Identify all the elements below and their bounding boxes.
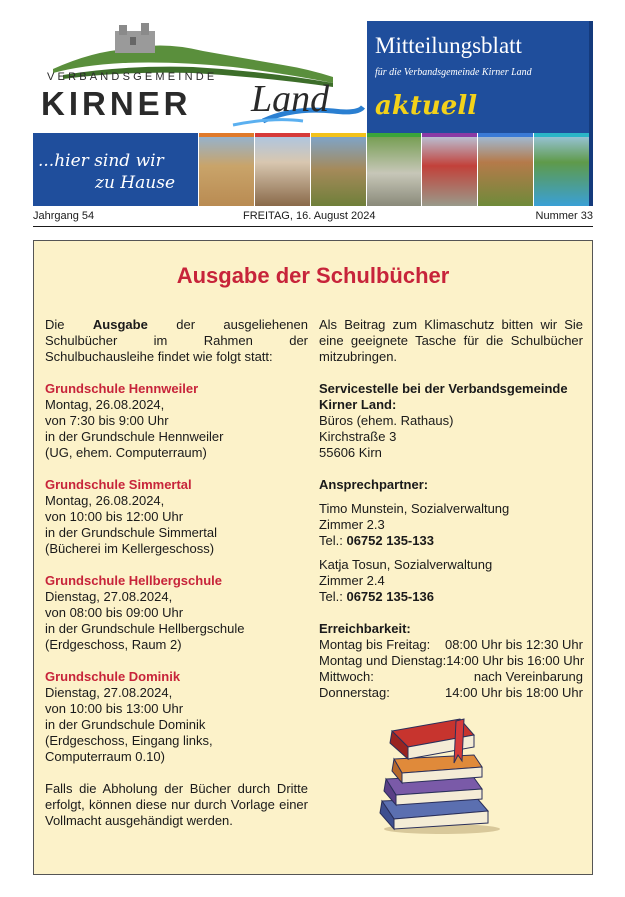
vg-label: VERBANDSGEMEINDE [47,71,218,83]
school-line: in der Grundschule Hennweiler [45,429,224,444]
right-column [319,317,583,701]
photo-halftimber [254,133,310,206]
school-line: in der Grundschule Simmertal [45,525,217,540]
hours-day: Mittwoch: [319,669,374,684]
hours-time: nach Vereinbarung [473,669,583,684]
hours-time: 14:00 Uhr bis 16:00 Uhr [446,653,585,668]
school-line: von 7:30 bis 9:00 Uhr [45,413,169,428]
kirner-wordmark: KIRNER [41,85,192,122]
land-wordmark: Land [251,78,330,120]
phone-label: Tel.: [319,533,347,548]
photo-strip [198,133,589,206]
contact-phone [319,533,583,549]
school-line: Montag, 26.08.2024, [45,493,165,508]
issue-number: Nummer 33 [535,210,593,222]
hours-day: Montag bis Freitag: [319,637,431,652]
service-title: Servicestelle bei der Verbandsgemeinde Kirner Land: [319,381,568,412]
school-line: von 10:00 bis 13:00 Uhr [45,701,184,716]
contact-name: Katja Tosun, Sozialverwaltung [319,557,493,572]
school-line: (Bücherei im Kellergeschoss) [45,541,215,556]
school-line: (Erdgeschoss, Eingang links, [45,733,213,748]
photo-townhall [198,133,254,206]
photo-stairs [366,133,422,206]
issue-rule [33,226,593,227]
school-line: von 10:00 bis 12:00 Uhr [45,509,184,524]
hours-time: 08:00 Uhr bis 12:30 Uhr [444,637,583,652]
intro-paragraph [45,317,308,365]
masthead-edge-bar [589,21,593,206]
contact-room: Zimmer 2.4 [319,573,385,588]
title-panel [367,21,589,133]
hours-row [319,637,583,653]
slogan-line-2: zu Hause [95,173,176,193]
hours-day: Donnerstag: [319,685,390,700]
phone-number[interactable]: 06752 135-133 [346,533,434,548]
hours-row [319,653,583,669]
logo-area [33,21,367,133]
photo-sculpture [421,133,477,206]
issue-line [33,209,593,225]
school-line: Dienstag, 27.08.2024, [45,685,173,700]
school-line: Montag, 26.08.2024, [45,397,165,412]
masthead-title: Mitteilungsblatt [375,33,522,58]
school-name: Grundschule Simmertal [45,477,192,492]
hours-row [319,685,583,701]
article-box [33,240,593,875]
book-stack-illustration [364,701,504,836]
contact-phone [319,589,583,605]
contacts-title: Ansprechpartner: [319,477,429,492]
school-line: von 08:00 bis 09:00 Uhr [45,605,184,620]
hours-day: Montag und Dienstag: [319,653,447,668]
school-line: in der Grundschule Dominik [45,717,206,732]
intro-pre: Die [45,317,93,332]
masthead [33,21,593,206]
slogan-panel [33,133,198,206]
school-line: Dienstag, 27.08.2024, [45,589,173,604]
school-block [45,477,308,557]
issue-date: FREITAG, 16. August 2024 [243,210,376,222]
school-block [45,381,308,461]
hours-table [319,637,583,701]
photo-pool [533,133,589,206]
masthead-subtitle: für die Verbandsgemeinde Kirner Land [375,67,532,78]
photo-tower [310,133,366,206]
reach-title: Erreichbarkeit: [319,621,411,636]
phone-number[interactable]: 06752 135-136 [346,589,434,604]
school-line: in der Grundschule Hellbergschule [45,621,245,636]
service-line: 55606 Kirn [319,445,382,460]
school-name: Grundschule Dominik [45,669,181,684]
jahrgang: Jahrgang 54 [33,210,95,222]
hours-row [319,669,583,685]
school-name: Grundschule Hellbergschule [45,573,222,588]
school-line: Computerraum 0.10) [45,749,165,764]
contact-name: Timo Munstein, Sozialverwaltung [319,501,510,516]
service-line: Kirchstraße 3 [319,429,397,444]
school-block [45,669,308,765]
phone-label: Tel.: [319,589,347,604]
closing-paragraph: Falls die Abholung der Bücher durch Dritte erfolgt, können diese nur durch Vorlage einer Vollmacht ausgehändigt werden. [45,781,308,828]
hours-time: 14:00 Uhr bis 18:00 Uhr [444,685,583,700]
contact-room: Zimmer 2.3 [319,517,385,532]
slogan-line-1: ...hier sind wir [38,151,164,171]
school-line: (Erdgeschoss, Raum 2) [45,637,182,652]
left-column [45,317,308,829]
intro-post: der ausgeliehenen Schulbücher im Rahmen der Schulbuchausleihe findet wie folgt statt: [45,317,309,364]
service-line: Büros (ehem. Rathaus) [319,413,454,428]
article-headline: Ausgabe der Schulbücher [176,263,450,288]
school-line: (UG, ehem. Computerraum) [45,445,207,460]
photo-rock [477,133,533,206]
climate-paragraph: Als Beitrag zum Klimaschutz bitten wir Sie eine geeignete Tasche für die Schulbücher mitzubringen. [319,317,583,364]
aktuell-label: aktuell [375,91,478,121]
school-block [45,573,308,653]
school-name: Grundschule Hennweiler [45,381,199,396]
intro-bold: Ausgabe [92,317,148,332]
